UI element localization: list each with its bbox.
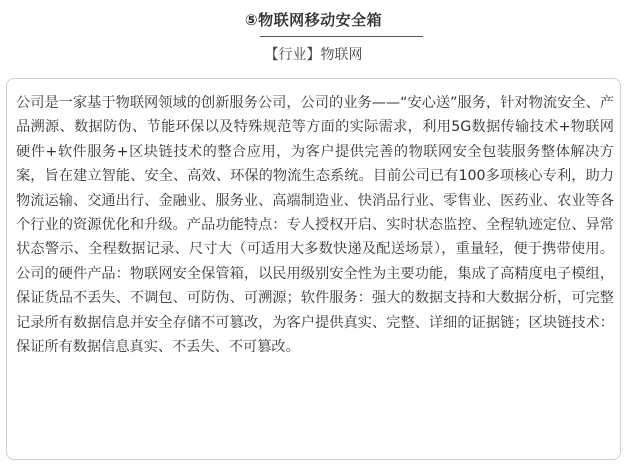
section-title: ⑤物联网移动安全箱 (244, 11, 383, 29)
industry-label: 【行业】物联网 (264, 47, 363, 63)
description-card (6, 78, 621, 460)
title-underline (260, 36, 423, 37)
description-paragraph: 公司是一家基于物联网领域的创新服务公司，公司的业务——“安心送”服务，针对物流安全、产品溯源、数据防伪、节能环保以及特殊规范等方面的实际需求，利用5G数据传输技术+物联网硬件+软件服务+区块链技术的整合应用，为客户提供完善的物联网安全包装服务整体解决方案，旨在建立智能、安全、高效、环保的物流生态系统。目前公司已有100多项核心专利，助力物流运输、交通出行、金融业、服务业、高端制造业、快消品行业、零售业、医药业、农业等各个行业的资源优化和升级。产品功能特点：专人授权开启、实时状态监控、全程轨迹定位、异常状态警示、全程数据记录、尺寸大（可适用大多数快递及配送场景），重量轻，便于携带使用。公司的硬件产品：物联网安全保管箱，以民用级别安全性为主要功能，集成了高精度电子模组，保证货品不丢失、不调包、可防伪、可溯源；软件服务：强大的数据支持和大数据分析，可完整记录所有数据信息并安全存储不可篡改，为客户提供真实、完整、详细的证据链；区块链技术：保证所有数据信息真实、不丢失、不可篡改。 (16, 95, 614, 356)
